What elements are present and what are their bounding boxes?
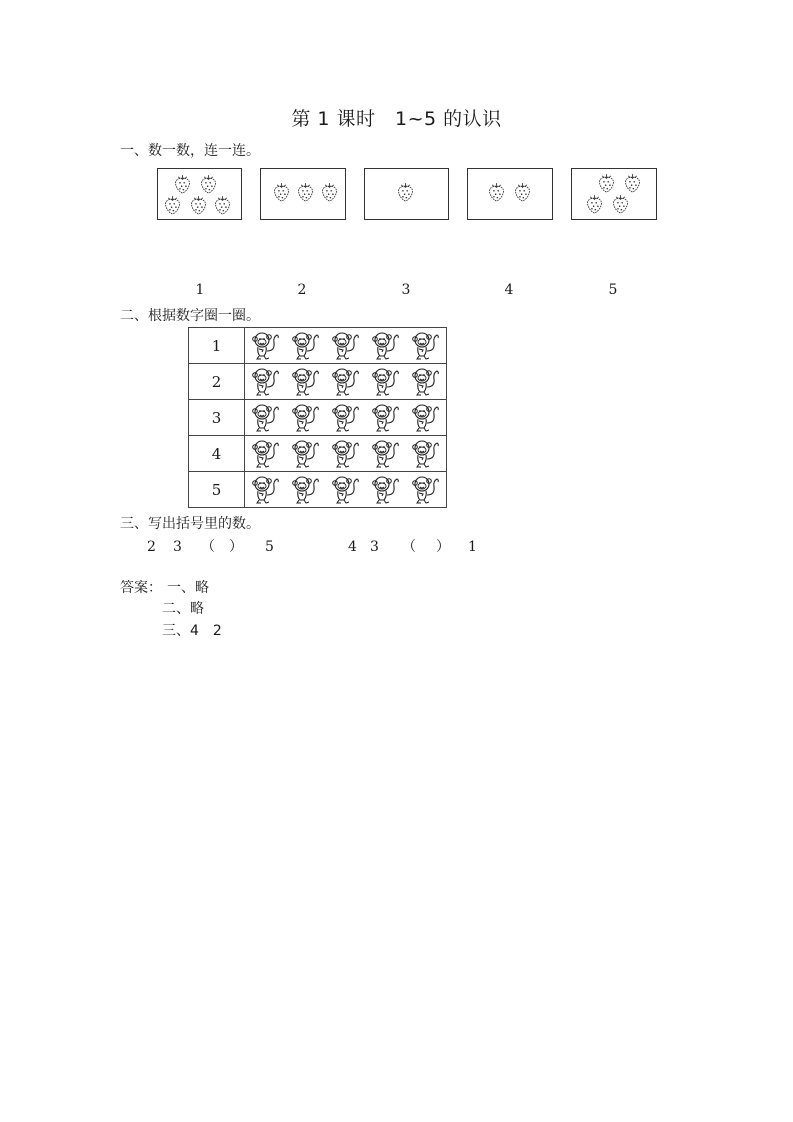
strawberry-box-1[interactable] [157, 168, 242, 220]
blank-close-paren[interactable]: ） [436, 539, 450, 555]
row-number: 1 [189, 328, 245, 364]
monkey-icon [291, 367, 321, 397]
strawberry-icon [624, 173, 641, 194]
section-1-heading: 一、数一数，连一连。 [120, 143, 260, 159]
answers-label: 答案： [120, 580, 162, 596]
blank-close-paren[interactable]: ） [229, 539, 243, 555]
answer-line-3: 三、4 2 [162, 623, 222, 639]
monkey-cell[interactable] [245, 472, 447, 508]
sequence-2 [348, 536, 477, 556]
table-row [189, 472, 447, 508]
seq-value: 3 [370, 539, 379, 555]
monkey-icon [291, 439, 321, 469]
section-3-heading: 三、写出括号里的数。 [120, 516, 260, 532]
blank-open-paren[interactable]: （ [402, 539, 416, 555]
strawberry-icon [174, 174, 191, 195]
strawberry-icon [200, 174, 217, 195]
monkey-icon [251, 403, 281, 433]
monkey-icon [371, 403, 401, 433]
monkey-icon [371, 367, 401, 397]
monkey-cell[interactable] [245, 400, 447, 436]
monkey-icon [331, 367, 361, 397]
monkey-icon [331, 439, 361, 469]
strawberry-box-3[interactable] [364, 168, 449, 220]
monkey-cell[interactable] [245, 328, 447, 364]
monkey-icon [331, 475, 361, 505]
seq-value: 5 [265, 539, 274, 555]
monkey-icon [411, 331, 441, 361]
table-row [189, 436, 447, 472]
monkey-icon [251, 439, 281, 469]
monkey-icon [291, 403, 321, 433]
answer-line-2: 二、略 [162, 601, 204, 617]
monkey-icon [411, 367, 441, 397]
table-row [189, 400, 447, 436]
strawberry-icon [598, 173, 615, 194]
row-number: 2 [189, 364, 245, 400]
monkey-icon [371, 439, 401, 469]
strawberry-icon [190, 195, 207, 216]
strawberry-icon [397, 182, 414, 203]
row-number: 4 [189, 436, 245, 472]
blank-open-paren[interactable]: （ [201, 539, 215, 555]
monkey-icon [331, 331, 361, 361]
seq-value: 3 [173, 539, 182, 555]
number-3[interactable]: 3 [401, 282, 411, 298]
monkey-icon [411, 439, 441, 469]
seq-value: 2 [147, 539, 156, 555]
row-number: 5 [189, 472, 245, 508]
number-1[interactable]: 1 [195, 282, 205, 298]
monkey-icon [251, 367, 281, 397]
monkey-icon [331, 403, 361, 433]
number-5[interactable]: 5 [608, 282, 618, 298]
monkey-icon [371, 331, 401, 361]
strawberry-icon [321, 182, 338, 203]
strawberry-icon [214, 195, 231, 216]
strawberry-icon [488, 182, 505, 203]
monkey-icon [411, 475, 441, 505]
monkey-icon [251, 331, 281, 361]
table-row [189, 328, 447, 364]
strawberry-icon [612, 194, 629, 215]
number-2[interactable]: 2 [297, 282, 307, 298]
sequence-1 [147, 536, 274, 556]
strawberry-icon [297, 182, 314, 203]
strawberry-box-5[interactable] [571, 168, 657, 220]
monkey-cell[interactable] [245, 364, 447, 400]
monkey-table [188, 327, 447, 508]
monkey-icon [291, 331, 321, 361]
strawberry-icon [586, 194, 603, 215]
row-number: 3 [189, 400, 245, 436]
monkey-icon [371, 475, 401, 505]
strawberry-box-2[interactable] [260, 168, 346, 220]
monkey-icon [291, 475, 321, 505]
table-row [189, 364, 447, 400]
monkey-icon [411, 403, 441, 433]
seq-value: 1 [468, 539, 477, 555]
monkey-icon [251, 475, 281, 505]
strawberry-icon [164, 195, 181, 216]
number-4[interactable]: 4 [504, 282, 514, 298]
strawberry-icon [273, 182, 290, 203]
section-2-heading: 二、根据数字圈一圈。 [120, 308, 260, 324]
monkey-cell[interactable] [245, 436, 447, 472]
strawberry-icon [514, 182, 531, 203]
seq-value: 4 [348, 539, 357, 555]
strawberry-box-4[interactable] [467, 168, 553, 220]
answer-line-1: 一、略 [167, 580, 209, 596]
page-title: 第 1 课时 1~5 的认识 [291, 108, 502, 130]
